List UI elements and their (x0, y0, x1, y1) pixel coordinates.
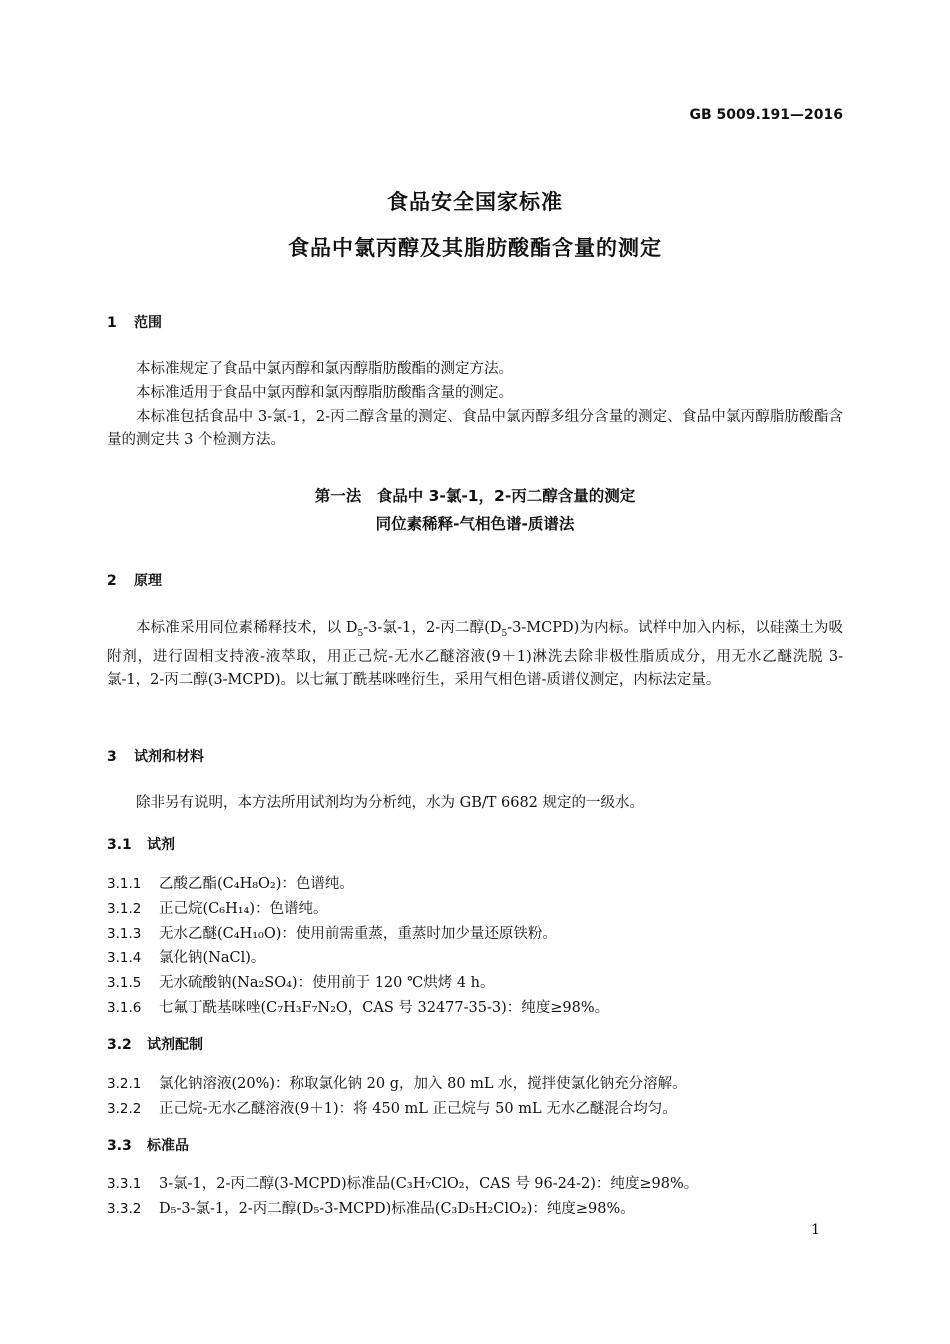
scope-paragraph-1: 本标准规定了食品中氯丙醇和氯丙醇脂肪酸酯的测定方法。 (136, 361, 513, 377)
subsection-title: 标准品 (147, 1138, 189, 1154)
subsection-number: 3.3 (107, 1138, 132, 1154)
section-title: 原理 (134, 573, 162, 589)
subsection-title: 试剂 (147, 837, 175, 853)
standard-number: GB 5009.191—2016 (689, 107, 843, 123)
list-item: 3.3.1 3-氯-1，2-丙二醇(3-MCPD)标准品(C₃H₇ClO₂，CAS 号 96-24-2)：纯度≥98%。 (107, 1176, 699, 1192)
section-title: 范围 (134, 315, 162, 331)
list-item: 3.1.6 七氟丁酰基咪唑(C₇H₃F₇N₂O，CAS 号 32477-35-3)：纯度≥98%。 (107, 1000, 610, 1016)
principle-paragraph: 本标准采用同位素稀释技术，以 $D_5-3-$氯-1，2-丙二醇$(D_5-3-MCPD)$为内标。试样中加入内标，以硅藻土为吸附剂，进行固相支持液-液萃取，用正己烷-无水乙醚溶液(9＋1)淋洗去除非极性脂质成分，用无水乙醚洗脱 3-氯-1，2-丙二醇(3-MCPD)。以七氟丁酰基咪唑衍生，采用气相色谱-质谱仪测定，内标法定量。 (107, 620, 843, 688)
list-item: 3.2.1 氯化钠溶液(20%)：称取氯化钠 20 g，加入 80 mL 水，搅拌使氯化钠充分溶解。 (107, 1076, 687, 1092)
page-title: 食品安全国家标准 (387, 190, 563, 214)
page-subtitle: 食品中氯丙醇及其脂肪酸酯含量的测定 (288, 236, 662, 260)
list-item: 3.1.4 氯化钠(NaCl)。 (107, 950, 266, 966)
reagents-intro: 除非另有说明，本方法所用试剂均为分析纯，水为 GB/T 6682 规定的一级水。 (136, 795, 645, 811)
subsection-heading-standards (107, 1135, 189, 1155)
list-item: 3.3.2 D₅-3-氯-1，2-丙二醇(D₅-3-MCPD)标准品(C₃D₅H₂ClO₂)：纯度≥98%。 (107, 1201, 635, 1217)
subsection-heading-reagents (107, 834, 175, 854)
list-item: 3.1.5 无水硫酸钠(Na₂SO₄)：使用前于 120 ℃烘烤 4 h。 (107, 975, 495, 991)
section-number: 2 (107, 573, 117, 589)
page-number: 1 (811, 1222, 820, 1238)
section-heading-reagents (107, 746, 204, 766)
subsection-number: 3.2 (107, 1037, 132, 1053)
section-heading-scope (107, 312, 162, 332)
list-item: 3.1.2 正己烷(C₆H₁₄)：色谱纯。 (107, 901, 328, 917)
method-subheading: 同位素稀释-气相色谱-质谱法 (375, 515, 575, 533)
scope-paragraph-3: 本标准包括食品中 3-氯-1，2-丙二醇含量的测定、食品中氯丙醇多组分含量的测定、食品中氯丙醇脂肪酸酯含量的测定共 3 个检测方法。 (107, 409, 843, 448)
list-item: 3.2.2 正己烷-无水乙醚溶液(9＋1)：将 450 mL 正己烷与 50 mL 无水乙醚混合均匀。 (107, 1101, 677, 1117)
section-number: 3 (107, 749, 117, 765)
section-number: 1 (107, 315, 117, 331)
subsection-heading-preparation (107, 1034, 203, 1054)
section-heading-principle (107, 570, 162, 590)
list-item: 3.1.3 无水乙醚(C₄H₁₀O)：使用前需重蒸，重蒸时加少量还原铁粉。 (107, 926, 557, 942)
subsection-number: 3.1 (107, 837, 132, 853)
section-title: 试剂和材料 (134, 749, 204, 765)
list-item: 3.1.1 乙酸乙酯(C₄H₈O₂)：色谱纯。 (107, 876, 354, 892)
method-heading: 第一法 食品中 3-氯-1，2-丙二醇含量的测定 (314, 487, 636, 505)
scope-paragraph-2: 本标准适用于食品中氯丙醇和氯丙醇脂肪酸酯含量的测定。 (136, 385, 513, 401)
subsection-title: 试剂配制 (147, 1037, 203, 1053)
